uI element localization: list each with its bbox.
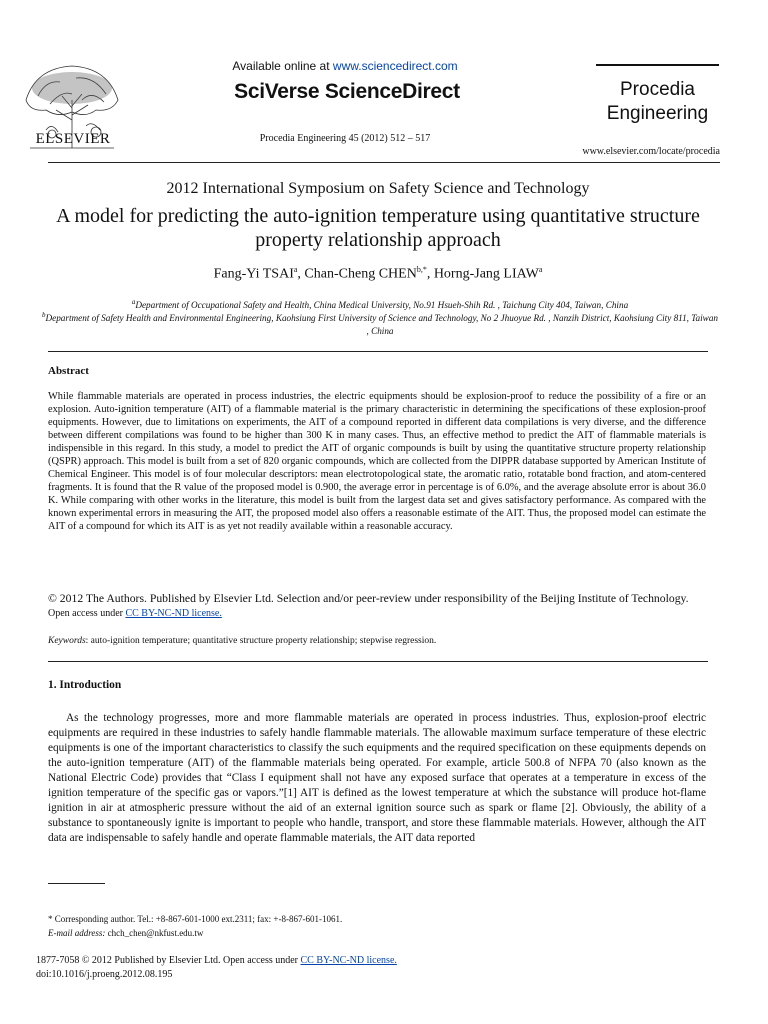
section-heading-introduction: 1. Introduction — [48, 679, 122, 691]
copyright-text: © 2012 The Authors. Published by Elsevier Ltd. Selection and/or peer-review under responsibility of the Beijing Institute of Technology. — [48, 592, 689, 605]
author-list: Fang-Yi TSAI$^a$, Chan-Cheng $CHEN^{b,*}$, Horng-Jang LIAW$^a$ — [213, 265, 543, 282]
doi[interactable]: doi:10.1016/j.proeng.2012.08.195 — [36, 969, 173, 980]
email-footnote — [48, 928, 203, 938]
email-address[interactable]: chch_chen@nkfust.edu.tw — [105, 928, 204, 938]
affiliation-mark: a — [131, 298, 136, 306]
affiliation-mark: b — [42, 311, 46, 319]
open-access-text: Open access under — [48, 608, 126, 619]
journal-name — [596, 78, 719, 126]
keywords-list: : auto-ignition temperature; quantitative structure property relationship; stepwise regression. — [85, 636, 437, 646]
header-divider — [48, 162, 720, 163]
email-label: E-mail address: — [48, 928, 106, 938]
affiliation-b — [40, 309, 720, 338]
publisher-name: ELSEVIER — [35, 131, 111, 147]
platform-name: SciVerse ScienceDirect — [234, 80, 460, 103]
journal-name-line1: Procedia — [620, 79, 695, 100]
footnote-rule — [48, 883, 105, 884]
footer-open-access-text: Open access under — [223, 955, 301, 966]
abstract-bottom-rule — [48, 661, 708, 662]
journal-name-line2: Engineering — [606, 103, 709, 124]
author-name: Horng-Jang LIAW — [433, 266, 539, 282]
footer-license-link[interactable]: CC BY-NC-ND license. — [300, 955, 397, 966]
conference-name: 2012 International Symposium on Safety Science and Technology — [166, 180, 590, 197]
abstract-top-rule — [48, 351, 708, 352]
paper-title: A model for predicting the auto-ignition temperature using quantitative structure property relationship approach — [56, 205, 700, 251]
author-name: Chan-Cheng CHEN — [304, 266, 417, 282]
author-affiliation-mark: b,* — [416, 265, 427, 274]
author-affiliation-mark: a — [293, 265, 298, 274]
journal-url[interactable]: www.elsevier.com/locate/procedia — [582, 146, 720, 157]
keywords — [48, 636, 708, 646]
keywords-label: Keywords — [48, 636, 86, 646]
available-online — [210, 59, 480, 73]
affiliation-text: Department of Safety Health and Environmental Engineering, Kaohsiung First University of Science and Technology, No 2 Jhuoyue Rd. , Nanzih District, Kaohsiung City 811, Taiwan , China — [45, 313, 718, 337]
author-name: Fang-Yi TSAI — [213, 266, 294, 282]
affiliation-text: Department of Occupational Safety and Health, China Medical University, No.91 Hsueh-Shih Rd. , Taichung City 404, Taiwan, China — [135, 300, 629, 311]
sciencedirect-link[interactable]: www.sciencedirect.com — [332, 59, 458, 73]
issn-footer — [36, 955, 397, 966]
license-link[interactable]: CC BY-NC-ND license. — [125, 608, 222, 619]
author-affiliation-mark: a — [538, 265, 543, 274]
available-prefix: Available online at — [232, 59, 333, 73]
copyright-notice — [48, 592, 708, 621]
abstract-heading: Abstract — [48, 365, 89, 377]
journal-citation: Procedia Engineering 45 (2012) 512 – 517 — [259, 133, 431, 144]
journal-top-rule — [596, 64, 719, 66]
issn-text: 1877-7058 © 2012 Published by Elsevier Ltd. — [36, 955, 224, 966]
introduction-body: As the technology progresses, more and more flammable materials are operated in process industries. Thus, explosion-proof electric equipments are required in these industries to safely handle flammable materials. The allowable maximum surface temperature of these electric equipments is one of the important characteristics to classify the such equipments and the required specification on these equipments depends on the auto-ignition temperature (AIT) of the flammable materials being operated. For example, article 500.8 of NFPA 70 (also known as the National Electric Code) provides that “Class I equipment shall not have any exposed surface that operates at a temperature in excess of the ignition temperature of the specific gas or vapors.”[1] AIT is defined as the lowest temperature at which the substance will produce hot-flame ignition in air at atmospheric pressure without the aid of an external ignition source such as spark or flame [2]. Obviously, the ability of a substance to spontaneously ignite is important to people who handle, transport, and store these flammable materials. However, although the AIT data are indispensable to safely handle and operate flammable materials, the AIT data reported — [48, 712, 706, 844]
corresponding-author-footnote: * Corresponding author. Tel.: +8-867-601-1000 ext.2311; fax: +-8-867-601-1061. — [48, 914, 343, 924]
abstract-body: While flammable materials are operated in process industries, the electric equipments should be explosion-proof to reduce the possibility of a fire or an explosion. Auto-ignition temperature (AIT) of a flammable material is the primary characteristic in determining the specifications of these explosion-proof equipments. However, due to limitations on experiments, the AIT of a compound reported in different data compilations is very diverse, and the difference between different compilations was found to be higher than 300 K in many cases. Thus, an effective method to predict the AIT of flammable materials is indispensible in this regard. In this study, a model to predict the AIT of organic compounds is built by using the quantitative structure property relationship (QSPR) approach. This model is built from a set of 820 organic compounds, which are collected from the DIPPR database supported by American Institute of Chemical Engineer. This model is of four molecular descriptors: mean electrotopological state, the aromatic ratio, rotatable bond fraction, and atom-centered fragments. It is found that the R value of the proposed model is 0.900, the average error in percentage is of 6.0%, and the average absolute error is about 36.0 K. While comparing with other works in the literature, this model is built from the largest data set and gives satisfactory performance. As compared with the known experimental errors in measuring the AIT, the proposed model also offers a reasonable estimate of the AIT. Thus, the proposed model can estimate the AIT of a compound for which its AIT is as yet not readily available within a reasonable accuracy. — [48, 391, 706, 532]
